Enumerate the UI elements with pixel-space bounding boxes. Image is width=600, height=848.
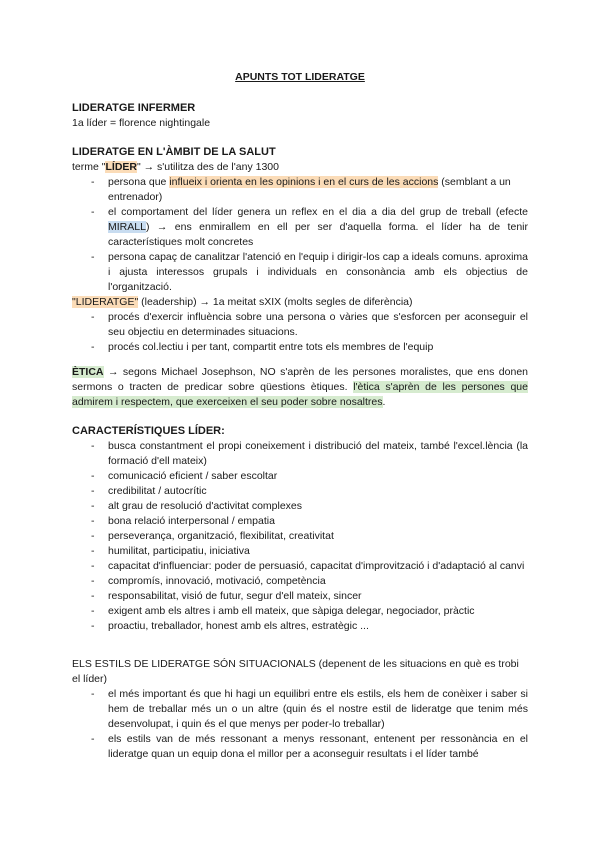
list-item: - bona relació interpersonal / empatia (72, 514, 528, 529)
section-estils (72, 657, 528, 762)
list-item: - el més important és que hi hagi un equilibri entre els estils, els hem de conèixer i saber si hem de treballar més un o un altre (quin és el nostre estil de lideratge que tenim més desenvolupat, i quin és el que menys per poder-lo treballar) (72, 687, 528, 732)
heading-caracteristiques: CARACTERÍSTIQUES LÍDER: (72, 425, 225, 437)
lideratge-list (72, 310, 528, 355)
terme-lider-highlight: LÍDER (105, 161, 137, 173)
lideratge-line: "LIDERATGE" (leadership) → 1a meitat sXIX (molts segles de diferència) (72, 296, 413, 308)
list-item: - alt grau de resolució d'activitat complexes (72, 499, 528, 514)
terme-pre: terme " (72, 161, 106, 173)
section-salut (72, 145, 528, 355)
list-item: - procés col.lectiu i per tant, compartit entre tots els membres de l'equip (72, 340, 528, 355)
etica-label: ÈTICA (72, 366, 104, 378)
caracteristiques-list (72, 439, 528, 634)
list-item: - persona capaç de canalitzar l'atenció en l'equip i dirigir-los cap a ideals comuns. aproxima i ajusta interessos grupals i individuals en consonància amb els objectius de l'organització. (72, 250, 528, 295)
terme-post: " → s'utilitza des de l'any 1300 (136, 161, 279, 173)
list-item: - comunicació eficient / saber escoltar (72, 469, 528, 484)
list-item: - proactiu, treballador, honest amb els altres, estratègic ... (72, 619, 528, 634)
heading-salut: LIDERATGE EN L'ÀMBIT DE LA SALUT (72, 146, 276, 158)
highlight-etica: l'ètica s'aprèn de les persones que admirem i respectem, que exerceixen el seu poder sobre nosaltres (72, 381, 528, 408)
list-item: - els estils van de més ressonant a menys ressonant, entenent per ressonància en el lideratge quan un equip dona el millor per a aconseguir resultats i el líder també (72, 732, 528, 762)
list-item: - procés d'exercir influència sobre una persona o vàries que s'esforcen per aconseguir el seu objectiu en determinades situacions. (72, 310, 528, 340)
highlight-influeix: influeix i orienta en les opinions i en el curs de les accions (169, 176, 439, 188)
heading-infermer: LIDERATGE INFERMER (72, 102, 196, 114)
list-item: - responsabilitat, visió de futur, segur d'ell mateix, sincer (72, 589, 528, 604)
infermer-line: 1a líder = florence nightingale (72, 117, 211, 129)
section-infermer (72, 101, 528, 131)
highlight-lideratge: "LIDERATGE" (72, 296, 139, 308)
terme-line (72, 160, 528, 175)
list-item: - credibilitat / autocrític (72, 484, 528, 499)
list-item: - capacitat d'influenciar: poder de persuasió, capacitat d'improvització i d'adaptació al canvi (72, 559, 528, 574)
list-item: - perseverança, organització, flexibilitat, creativitat (72, 529, 528, 544)
list-item: - humilitat, participatiu, iniciativa (72, 544, 528, 559)
section-caracteristiques (72, 424, 528, 634)
estils-list (72, 687, 528, 762)
salut-list (72, 175, 528, 295)
list-item: - el comportament del líder genera un reflex en el dia a dia del grup de treball (efecte MIRALL) → ens enmirallem en ell per ser d'aquella forma. el líder ha de tenir característiques molt concretes (72, 205, 528, 250)
etica-paragraph: ÈTICA → segons Michael Josephson, NO s'aprèn de les persones moralistes, que ens donen sermons o tracten de predicar sobre qüestions ètiques. l'ètica s'aprèn de les persones que admirem i respectem, que exerceixen el seu poder sobre nosaltres. (72, 366, 528, 408)
section-etica (72, 365, 528, 410)
list-item: - persona que influeix i orienta en les opinions i en el curs de les accions (semblant a un entrenador) (72, 175, 528, 205)
list-item: - exigent amb els altres i amb ell mateix, que sàpiga delegar, negociador, pràctic (72, 604, 528, 619)
list-item: - busca constantment el propi coneixement i distribució del mateix, també l'excel.lència (la formació d'ell mateix) (72, 439, 528, 469)
estils-intro: ELS ESTILS DE LIDERATGE SÓN SITUACIONALS (depenent de les situacions en què es trobi el líder) (72, 658, 519, 685)
highlight-mirall: MIRALL (108, 221, 146, 233)
document-title: APUNTS TOT LIDERATGE (235, 71, 365, 83)
list-item: - compromís, innovació, motivació, competència (72, 574, 528, 589)
